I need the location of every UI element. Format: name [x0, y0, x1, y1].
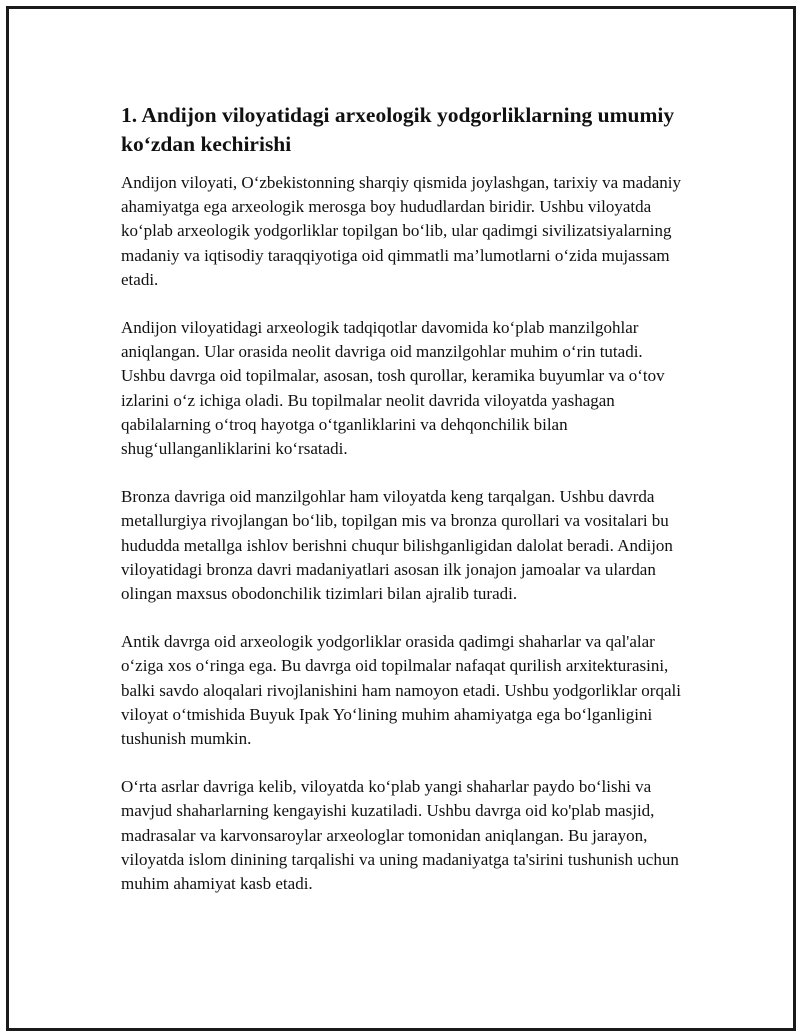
paragraph-1: Andijon viloyati, O‘zbekistonning sharqiy qismida joylashgan, tarixiy va madaniy ahamiyatga ega arxeologik merosga boy hududlardan biridir. Ushbu viloyatda ko‘plab arxeologik yodgorliklar topilgan bo‘lib, ular qadimgi sivilizatsiyalarning madaniy va iqtisodiy taraqqiyotiga oid qimmatli ma’lumotlarni o‘zida mujassam etadi. [121, 173, 681, 289]
document-title: 1. Andijon viloyatidagi arxeologik yodgorliklarning umumiy ko‘zdan kechirishi [121, 103, 675, 156]
paragraph-4: Antik davrga oid arxeologik yodgorliklar orasida qadimgi shaharlar va qal'alar o‘ziga xos o‘ringa ega. Bu davrga oid topilmalar nafaqat qurilish arxitekturasini, balki savdo aloqalari rivojlanishini ham namoyon etadi. Ushbu yodgorliklar orqali viloyat o‘tmishida Buyuk Ipak Yo‘lining muhim ahamiyatga ega bo‘lganligini tushunish mumkin. [121, 632, 681, 749]
paragraph-3: Bronza davriga oid manzilgohlar ham viloyatda keng tarqalgan. Ushbu davrda metallurgiya rivojlangan bo‘lib, topilgan mis va bronza qurollari va vositalari bu hududda metallga ishlov berishni chuqur bilishganligidan dalolat beradi. Andijon viloyatidagi bronza davri madaniyatlari asosan ilk jonajon jamoalar va ulardan olingan maxsus obodonchilik tizimlari bilan ajralib turadi. [121, 487, 673, 604]
paragraph-5: O‘rta asrlar davriga kelib, viloyatda ko‘plab yangi shaharlar paydo bo‘lishi va mavjud shaharlarning kengayishi kuzatiladi. Ushbu davrga oid ko'plab masjid, madrasalar va karvonsaroylar arxeologlar tomonidan aniqlangan. Bu jarayon, viloyatda islom dinining tarqalishi va uning madaniyatga ta'sirini tushunish uchun muhim ahamiyat kasb etadi. [121, 777, 679, 894]
document-body [121, 101, 691, 920]
paragraph-2: Andijon viloyatidagi arxeologik tadqiqotlar davomida ko‘plab manzilgohlar aniqlangan. Ular orasida neolit davriga oid manzilgohlar muhim o‘rin tutadi. Ushbu davrga oid topilmalar, asosan, tosh qurollar, keramika buyumlar va o‘tov izlarini o‘z ichiga oladi. Bu topilmalar neolit davrida viloyatda yashagan qabilalarning o‘troq hayotga o‘tganliklarini va dehqonchilik bilan shug‘ullanganliklarini ko‘rsatadi. [121, 318, 665, 459]
page-frame [6, 6, 796, 1031]
